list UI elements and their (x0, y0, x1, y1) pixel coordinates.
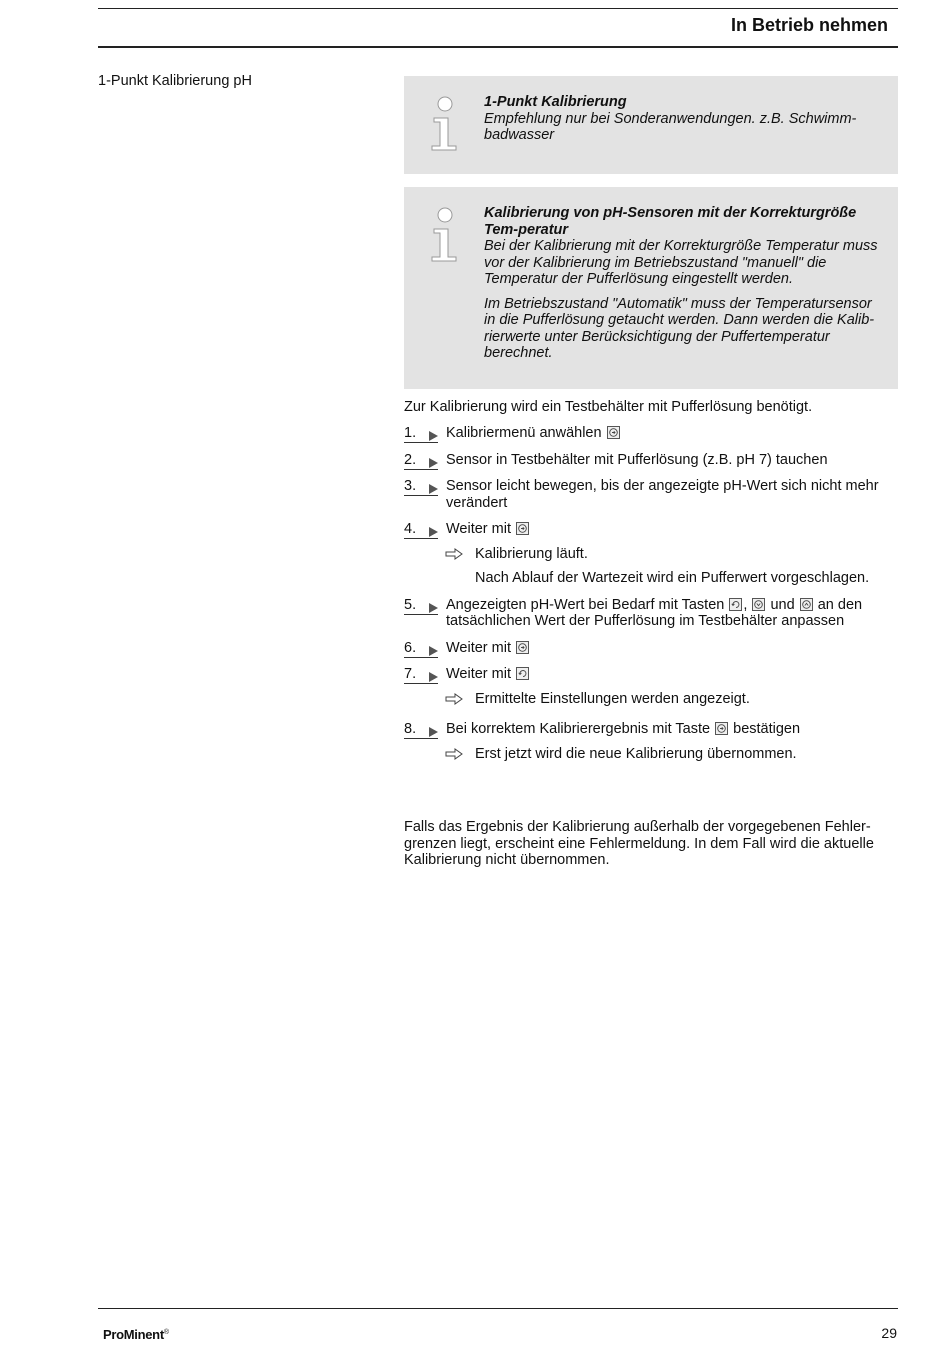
step-3 (404, 478, 898, 511)
step-arrow-icon (429, 458, 438, 468)
step-text: Weiter mit (446, 666, 511, 682)
step-text: Weiter mit (446, 521, 511, 537)
step-text: Sensor leicht bewegen, bis der angezeigte pH-Wert sich nicht mehr verändert (446, 478, 879, 511)
step-8-result (404, 746, 898, 763)
info-box-1-text: Empfehlung nur bei Sonderanwendungen. z.B. Schwimm-badwasser (484, 110, 857, 143)
step-number: 1. (404, 425, 438, 443)
result-arrow-icon (444, 692, 466, 706)
info-icon (428, 96, 462, 152)
back-key-icon (516, 667, 529, 680)
step-text: Bei korrektem Kalibrierergebnis mit Taste (446, 721, 711, 737)
enter-key-icon (516, 522, 529, 535)
footer-rule (98, 1308, 898, 1309)
closing-paragraph: Falls das Ergebnis der Kalibrierung außerhalb der vorgegebenen Fehler-grenzen liegt, erscheint eine Fehlermeldung. In dem Fall wird die aktuelle Kalibrierung nicht übernommen. (404, 819, 874, 868)
info-box-2 (404, 187, 898, 389)
page-number: 29 (881, 1325, 897, 1341)
enter-key-icon (516, 641, 529, 654)
info-box-2-text-1: Bei der Kalibrierung mit der Korrekturgröße Temperatur muss vor der Kalibrierung im Betriebszustand "manuell" die Temperatur der Pufferlösung eingestellt werden. (484, 238, 878, 287)
step-7-result (404, 691, 898, 708)
step-arrow-icon (429, 603, 438, 613)
step-4-result (404, 546, 898, 563)
step-arrow-icon (429, 727, 438, 737)
step-4 (404, 521, 898, 538)
step-arrow-icon (429, 672, 438, 682)
step-text: Kalibriermenü anwählen (446, 425, 602, 441)
info-icon (428, 207, 462, 263)
step-arrow-icon (429, 484, 438, 494)
step-number: 5. (404, 597, 438, 615)
brand-logo: ProMinent® (103, 1327, 169, 1342)
page-header-title: In Betrieb nehmen (730, 15, 888, 35)
step-list (404, 425, 898, 772)
separator-und: und (770, 596, 795, 613)
intro-text: Zur Kalibrierung wird ein Testbehälter mit Pufferlösung benötigt. (404, 399, 813, 415)
step-8 (404, 721, 898, 738)
step-number: 8. (404, 721, 438, 739)
step-text-continued: an den tatsächlichen Wert der Pufferlösung im Testbehälter anpassen (446, 596, 863, 629)
step-number: 7. (404, 666, 438, 684)
step-arrow-icon (429, 431, 438, 441)
step-number: 2. (404, 452, 438, 470)
step-7 (404, 666, 898, 683)
step-text: Weiter mit (446, 639, 511, 656)
result-arrow-icon (444, 547, 466, 561)
down-key-icon (752, 598, 765, 611)
section-heading: 1-Punkt Kalibrierung pH (98, 73, 252, 89)
step-arrow-icon (429, 646, 438, 656)
step-number: 3. (404, 478, 438, 496)
up-key-icon (800, 598, 813, 611)
result-text: Ermittelte Einstellungen werden angezeigt. (475, 690, 750, 707)
step-2 (404, 452, 898, 469)
step-text-continued: bestätigen (733, 721, 801, 737)
info-box-2-text-2: Im Betriebszustand "Automatik" muss der Temperatursensor in die Pufferlösung getaucht werden. Dann werden die Kalib-rierwerte unter Berücksichtigung der Puffertemperatur berechnet. (484, 295, 875, 361)
enter-key-icon (607, 426, 620, 439)
top-rule (98, 8, 898, 9)
step-arrow-icon (429, 527, 438, 537)
step-6 (404, 640, 898, 657)
step-text: Sensor in Testbehälter mit Pufferlösung (z.B. pH 7) tauchen (446, 451, 828, 468)
step-4-note: Nach Ablauf der Wartezeit wird ein Pufferwert vorgeschlagen. (475, 570, 870, 586)
info-box-2-title: Kalibrierung von pH-Sensoren mit der Korrekturgröße Tem-peratur (484, 205, 857, 238)
info-box-1-title: 1-Punkt Kalibrierung (484, 94, 627, 110)
step-text: Angezeigten pH-Wert bei Bedarf mit Tasten (446, 596, 725, 613)
step-1 (404, 425, 898, 442)
result-arrow-icon (444, 747, 466, 761)
result-text: Kalibrierung läuft. (475, 545, 588, 562)
header-rule (98, 46, 898, 48)
step-number: 4. (404, 521, 438, 539)
separator-comma: , (743, 596, 748, 613)
result-text: Erst jetzt wird die neue Kalibrierung übernommen. (475, 745, 797, 762)
info-box-1 (404, 76, 898, 174)
enter-key-icon (715, 722, 728, 735)
step-number: 6. (404, 640, 438, 658)
step-5 (404, 597, 898, 630)
back-key-icon (729, 598, 742, 611)
